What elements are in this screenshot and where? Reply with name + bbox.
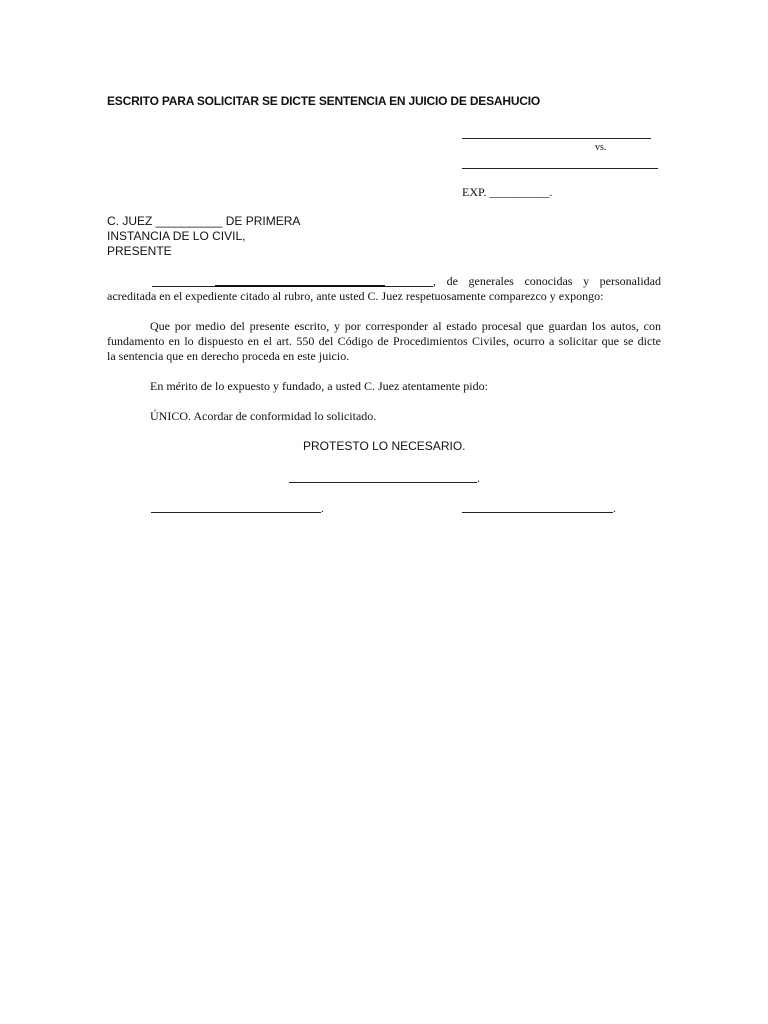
paragraph-2-line-3: la sentencia que en derecho proceda en este juicio. [107, 349, 350, 363]
signature-right-period: . [613, 501, 616, 515]
vs-label: vs. [595, 142, 607, 153]
document-title: ESCRITO PARA SOLICITAR SE DICTE SENTENCIA EN JUICIO DE DESAHUCIO [107, 94, 541, 108]
name-blank-left [152, 286, 215, 287]
signature-line-right [462, 512, 613, 513]
addressee-line-2: INSTANCIA DE LO CIVIL, [107, 229, 246, 243]
paragraph-1-line-2: acreditada en el expediente citado al rubro, ante usted C. Juez respetuosamente comparezco y expongo: [107, 289, 604, 303]
addressee-line-3: PRESENTE [107, 244, 172, 258]
signature-line-center [289, 482, 477, 483]
defendant-line [462, 168, 658, 169]
name-blank-right [385, 286, 433, 287]
paragraph-2-line-2: fundamento en lo dispuesto en el art. 550 del Código de Procedimientos Civiles, ocurro a solicitar que se dicte [107, 334, 661, 348]
addressee-line-1: C. JUEZ __________ DE PRIMERA [107, 214, 301, 228]
signature-line-left [151, 512, 321, 513]
plaintiff-line [462, 138, 651, 139]
name-blank-main [215, 285, 385, 287]
paragraph-2-line-1: Que por medio del presente escrito, y por corresponder al estado procesal que guardan los autos, con [150, 319, 661, 333]
paragraph-4: ÚNICO. Acordar de conformidad lo solicitado. [150, 409, 377, 423]
paragraph-3: En mérito de lo expuesto y fundado, a usted C. Juez atentamente pido: [150, 379, 488, 393]
closing-text: PROTESTO LO NECESARIO. [303, 439, 466, 453]
expediente-label: EXP. __________. [462, 185, 553, 199]
signature-left-period: . [321, 501, 324, 515]
signature-center-period: . [477, 471, 480, 485]
paragraph-1-line-1: , de generales conocidas y personalidad [433, 274, 661, 288]
